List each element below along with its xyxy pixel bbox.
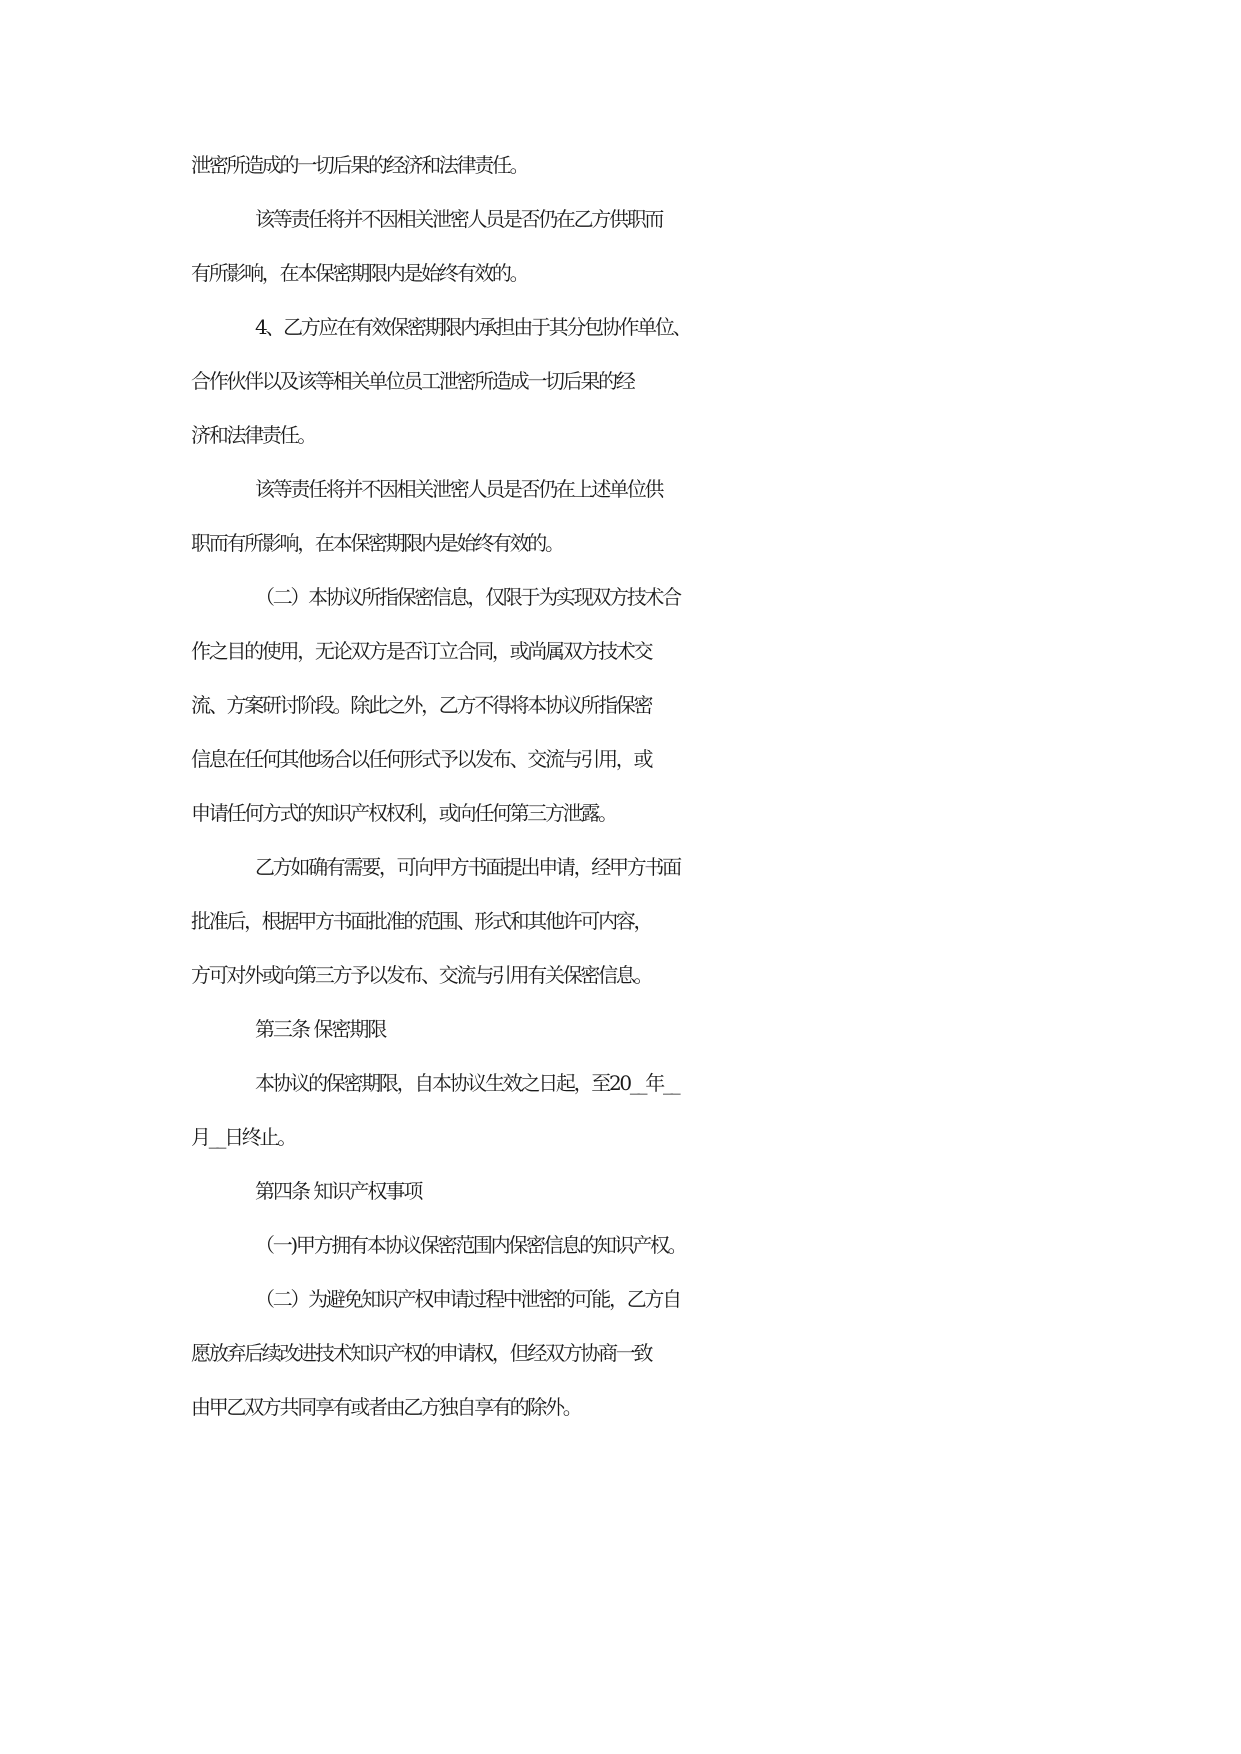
text-line: 该等责任将并不因相关泄密人员是否仍在乙方供职而	[255, 207, 663, 231]
text-line: 4、乙方应在有效保密期限内承担由于其分包协作单位、	[255, 315, 691, 339]
text-line: （二）本协议所指保密信息，仅限于为实现双方技术合	[255, 585, 680, 609]
text-line: （一)甲方拥有本协议保密范围内保密信息的知识产权。	[255, 1233, 686, 1257]
section-heading: 第四条 知识产权事项	[255, 1179, 422, 1203]
text-line: （二）为避免知识产权申请过程中泄密的可能，乙方自	[255, 1287, 680, 1311]
text-line: 申请任何方式的知识产权权利，或向任何第三方泄露。	[191, 801, 616, 825]
text-line: 乙方如确有需要，可向甲方书面提出申请，经甲方书面	[255, 855, 680, 879]
text-line: 批准后，根据甲方书面批准的范围、形式和其他许可内容，	[191, 909, 652, 933]
text-line: 月__日终止。	[191, 1125, 295, 1149]
section-heading: 第三条 保密期限	[255, 1017, 386, 1041]
text-line: 流、方案研讨阶段。除此之外，乙方不得将本协议所指保密	[191, 693, 652, 717]
text-line: 方可对外或向第三方予以发布、交流与引用有关保密信息。	[191, 963, 652, 987]
text-line: 济和法律责任。	[191, 423, 315, 447]
text-line: 有所影响，在本保密期限内是始终有效的。	[191, 261, 528, 285]
text-line: 信息在任何其他场合以任何形式予以发布、交流与引用，或	[191, 747, 652, 771]
text-line: 职而有所影响，在本保密期限内是始终有效的。	[191, 531, 563, 555]
text-line: 愿放弃后续改进技术知识产权的申请权，但经双方协商一致	[191, 1341, 652, 1365]
text-line: 作之目的使用，无论双方是否订立合同，或尚属双方技术交	[191, 639, 652, 663]
text-line: 泄密所造成的一切后果的经济和法律责任。	[191, 153, 528, 177]
text-line: 该等责任将并不因相关泄密人员是否仍在上述单位供	[255, 477, 663, 501]
text-line: 本协议的保密期限，自本协议生效之日起，至20__年__	[255, 1071, 679, 1095]
text-line: 由甲乙双方共同享有或者由乙方独自享有的除外。	[191, 1395, 581, 1419]
text-line: 合作伙伴以及该等相关单位员工泄密所造成一切后果的经	[191, 369, 634, 393]
